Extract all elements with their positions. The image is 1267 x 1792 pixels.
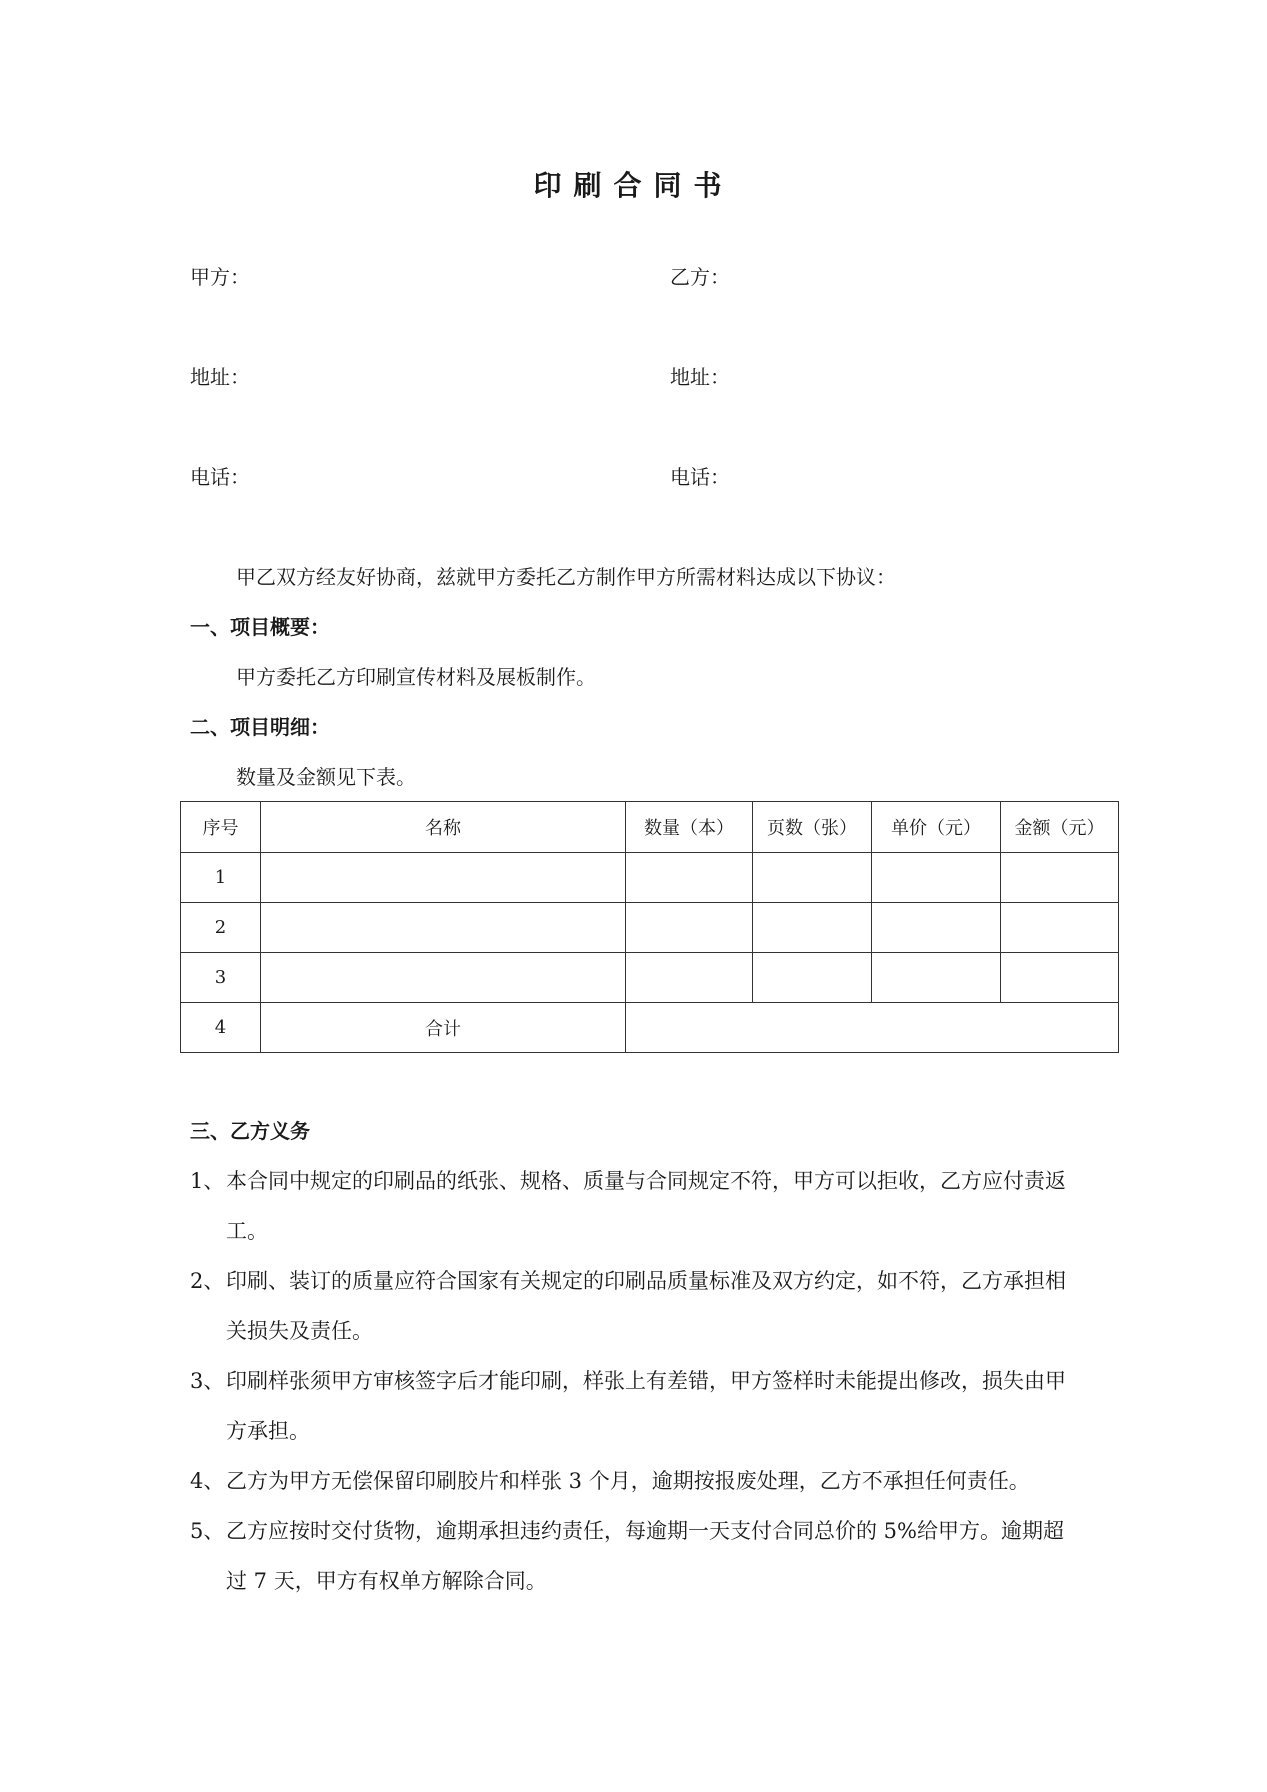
cell-qty (626, 853, 753, 903)
section3-heading: 三、乙方义务 (190, 1119, 310, 1143)
party-a-name-label: 甲方： (190, 265, 250, 289)
party-a-phone-label: 电话： (190, 465, 250, 489)
table-total-row (181, 1003, 1119, 1053)
obligation-text: 印刷样张须甲方审核签字后才能印刷，样张上有差错，甲方签样时未能提出修改，损失由甲方承担。 (226, 1369, 1066, 1443)
cell-amount (1001, 953, 1119, 1003)
obligation-item-1 (190, 1156, 1070, 1256)
obligation-number: 1、 (190, 1169, 225, 1193)
cell-qty (626, 903, 753, 953)
cell-unit-price (872, 953, 1001, 1003)
cell-qty (626, 953, 753, 1003)
obligation-item-5 (190, 1506, 1070, 1606)
cell-no: 1 (181, 853, 261, 903)
document-title: 印刷合同书 (533, 169, 734, 202)
header-cell-no: 序号 (181, 802, 261, 853)
obligation-item-4 (190, 1456, 1070, 1506)
cell-amount (1001, 853, 1119, 903)
table-row (181, 953, 1119, 1003)
party-b-phone-label: 电话： (670, 465, 730, 489)
cell-pages (753, 853, 872, 903)
cell-unit-price (872, 903, 1001, 953)
party-a-address-label: 地址： (190, 365, 250, 389)
section1-heading: 一、项目概要： (190, 615, 330, 639)
party-b-name-label: 乙方： (670, 265, 730, 289)
obligation-text: 本合同中规定的印刷品的纸张、规格、质量与合同规定不符，甲方可以拒收，乙方应付责返工。 (226, 1169, 1066, 1243)
party-b-address-label: 地址： (670, 365, 730, 389)
total-cell-value (626, 1003, 1119, 1053)
table-row (181, 903, 1119, 953)
obligation-number: 5、 (190, 1519, 225, 1543)
cell-name (261, 853, 626, 903)
cell-pages (753, 903, 872, 953)
cell-amount (1001, 903, 1119, 953)
items-table (180, 801, 1119, 1053)
header-cell-unit-price: 单价（元） (872, 802, 1001, 853)
table-row (181, 853, 1119, 903)
obligation-number: 2、 (190, 1269, 225, 1293)
obligation-text: 乙方应按时交付货物，逾期承担违约责任，每逾期一天支付合同总价的 5%给甲方。逾期超过 7 天，甲方有权单方解除合同。 (226, 1519, 1064, 1593)
cell-name (261, 953, 626, 1003)
intro-paragraph: 甲乙双方经友好协商，兹就甲方委托乙方制作甲方所需材料达成以下协议： (236, 565, 896, 589)
header-cell-name: 名称 (261, 802, 626, 853)
section2-heading: 二、项目明细： (190, 715, 330, 739)
header-cell-qty: 数量（本） (626, 802, 753, 853)
obligation-text: 乙方为甲方无偿保留印刷胶片和样张 3 个月，逾期按报废处理，乙方不承担任何责任。 (226, 1469, 1030, 1493)
header-cell-amount: 金额（元） (1001, 802, 1119, 853)
cell-unit-price (872, 853, 1001, 903)
obligation-number: 4、 (190, 1469, 225, 1493)
total-cell-no: 4 (181, 1003, 261, 1053)
cell-no: 2 (181, 903, 261, 953)
obligation-item-2 (190, 1256, 1070, 1356)
obligation-item-3 (190, 1356, 1070, 1456)
cell-name (261, 903, 626, 953)
obligation-text: 印刷、装订的质量应符合国家有关规定的印刷品质量标准及双方约定，如不符，乙方承担相关损失及责任。 (226, 1269, 1066, 1343)
obligation-number: 3、 (190, 1369, 225, 1393)
table-header-row (181, 802, 1119, 853)
section2-body: 数量及金额见下表。 (236, 765, 416, 789)
total-cell-label: 合计 (261, 1003, 626, 1053)
section1-body: 甲方委托乙方印刷宣传材料及展板制作。 (236, 665, 596, 689)
cell-no: 3 (181, 953, 261, 1003)
cell-pages (753, 953, 872, 1003)
header-cell-pages: 页数（张） (753, 802, 872, 853)
